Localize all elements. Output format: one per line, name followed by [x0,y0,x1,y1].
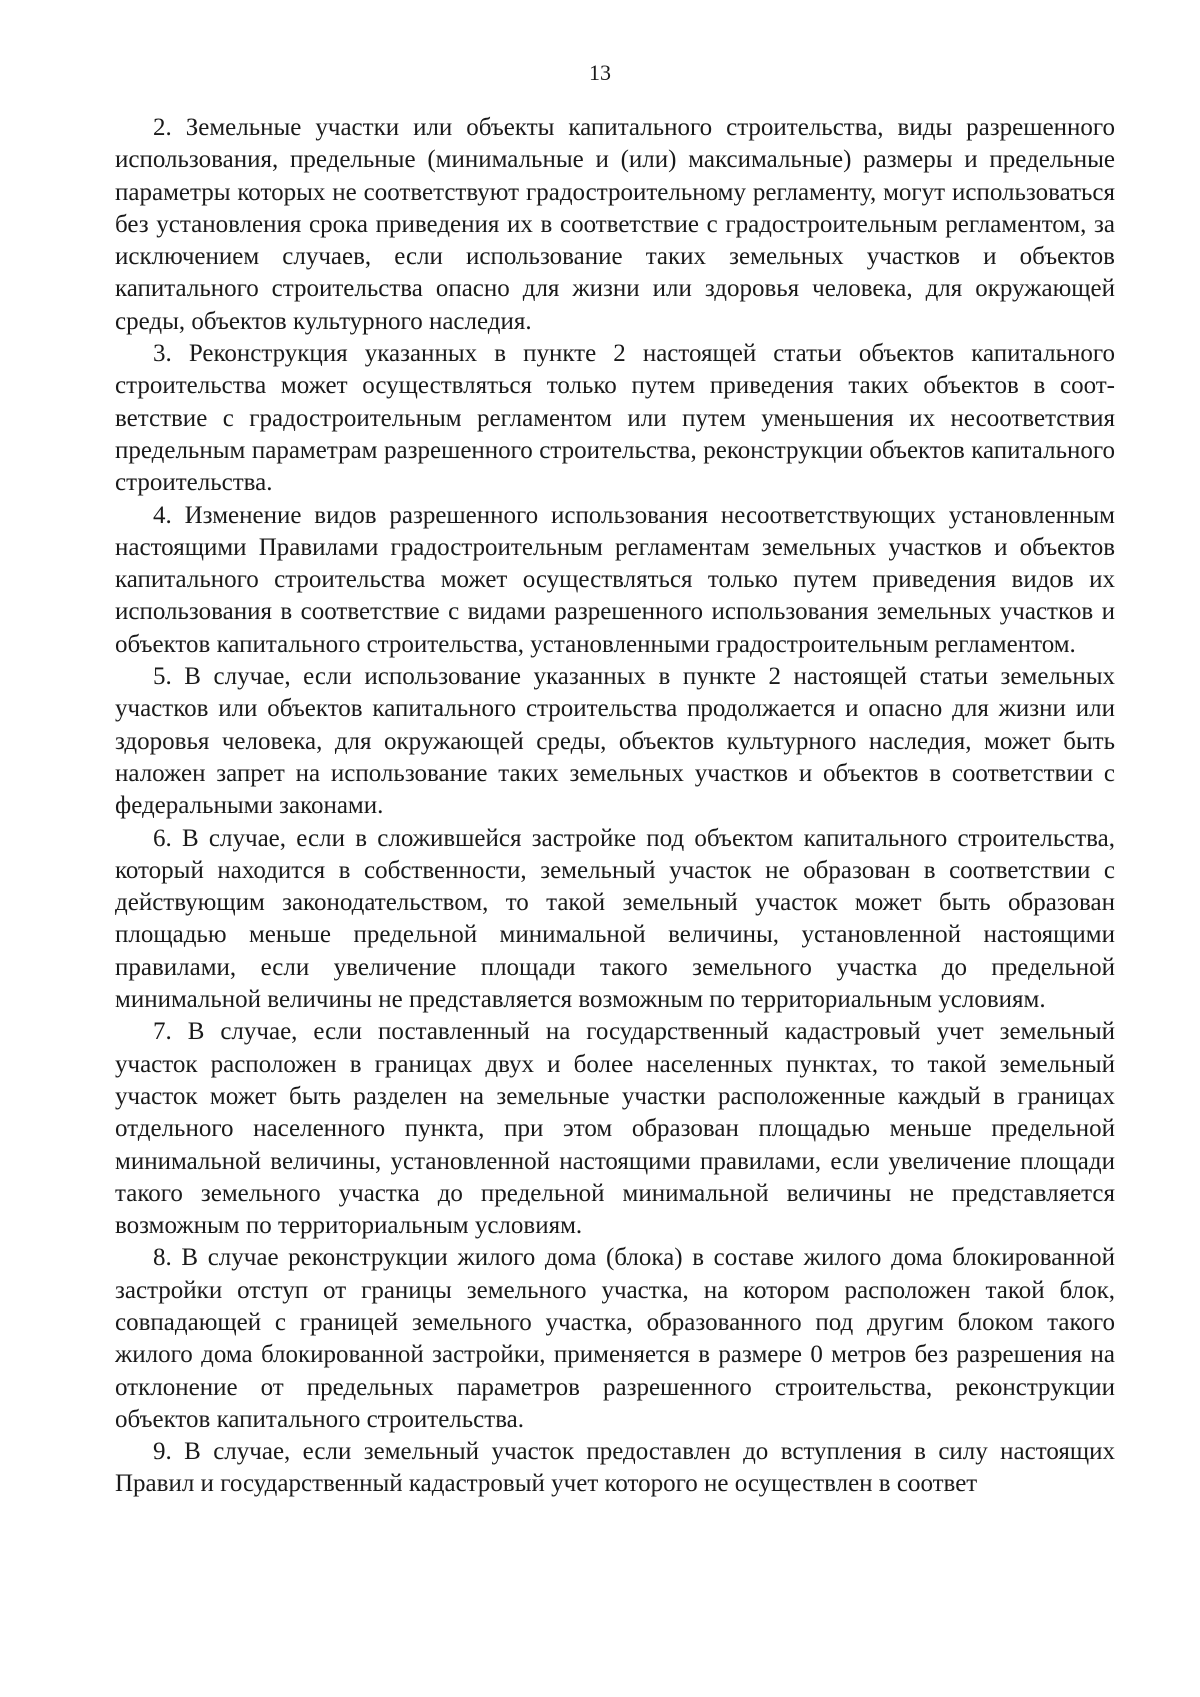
paragraph-6: 6. В случае, если в сложившейся застройке под объектом капитального строительства, который находится в собственности, земельный участок не образован в соответствии с действующим законодательством, то такой земельный участок может быть образован площадью меньше предельной минимальной величины, установленной настоящими правилами, если увеличение площади такого земельного участка до предельной минимальной величины не представляется возможным по территориальным условиям. [115,824,1115,1014]
paragraph-4: 4. Изменение видов разрешенного использования несоответствующих установленным настоящими Правилами градостроительным регламентам земельных участков и объектов капитального строительства может осуществляться только путем приведения видов их использования в соответствие с видами разрешенного использования земельных участков и объектов капитального строительства, установленными градостроительным регламентом. [115,501,1115,658]
paragraph-3: 3. Реконструкция указанных в пункте 2 настоящей статьи объектов капитального строительства может осуществляться только путем приведения таких объектов в соответствие с градостроительным регламентом или путем уменьшения их несоответствия предельным параметрам разрешенного строительства, реконструкции объектов капитального строительства. [115,340,1115,497]
document-body [115,112,1115,1501]
paragraph-5: 5. В случае, если использование указанных в пункте 2 настоящей статьи земельных участков или объектов капитального строительства продолжается и опасно для жизни или здоровья человека, для окружающей среды, объектов культурного наследия, может быть наложен запрет на использование таких земельных участков и объектов в соответствии с федеральными законами. [115,663,1115,820]
paragraph-2: 2. Земельные участки или объекты капитального строительства, виды разрешенного использования, предельные (минимальные и (или) максимальные) размеры и предельные параметры которых не соответствуют градостроительному регламенту, могут использоваться без установления срока приведения их в соответствие с градостроительным регламентом, за исключением случаев, если использование таких земельных участков и объектов капитального строительства опасно для жизни или здоровья человека, для окружающей среды, объектов культурного наследия. [115,114,1115,335]
paragraph-7: 7. В случае, если поставленный на государственный кадастровый учет земельный участок расположен в границах двух и более населенных пунктах, то такой земельный участок может быть разделен на земельные участки расположенные каждый в границах отдельного населенного пункта, при этом образован площадью меньше предельной минимальной величины, установленной настоящими правилами, если увеличение площади такого земельного участка до предельной минимальной величины не представляется возможным по территориальным условиям. [115,1018,1115,1240]
paragraph-8: 8. В случае реконструкции жилого дома (блока) в составе жилого дома блокированной застройки отступ от границы земельного участка, на котором расположен такой блок, совпадающей с границей земельного участка, образованного под другим блоком такого жилого дома блокированной застройки, применяется в размере 0 метров без разрешения на отклонение от предельных параметров разрешенного строительства, реконструкции объектов капитального строительства. [115,1244,1115,1433]
page-number: 13 [589,60,611,85]
paragraph-9: 9. В случае, если земельный участок предоставлен до вступления в силу настоящих Правил и государственный кадастровый учет которого не осуществлен в соответ [115,1438,1115,1498]
